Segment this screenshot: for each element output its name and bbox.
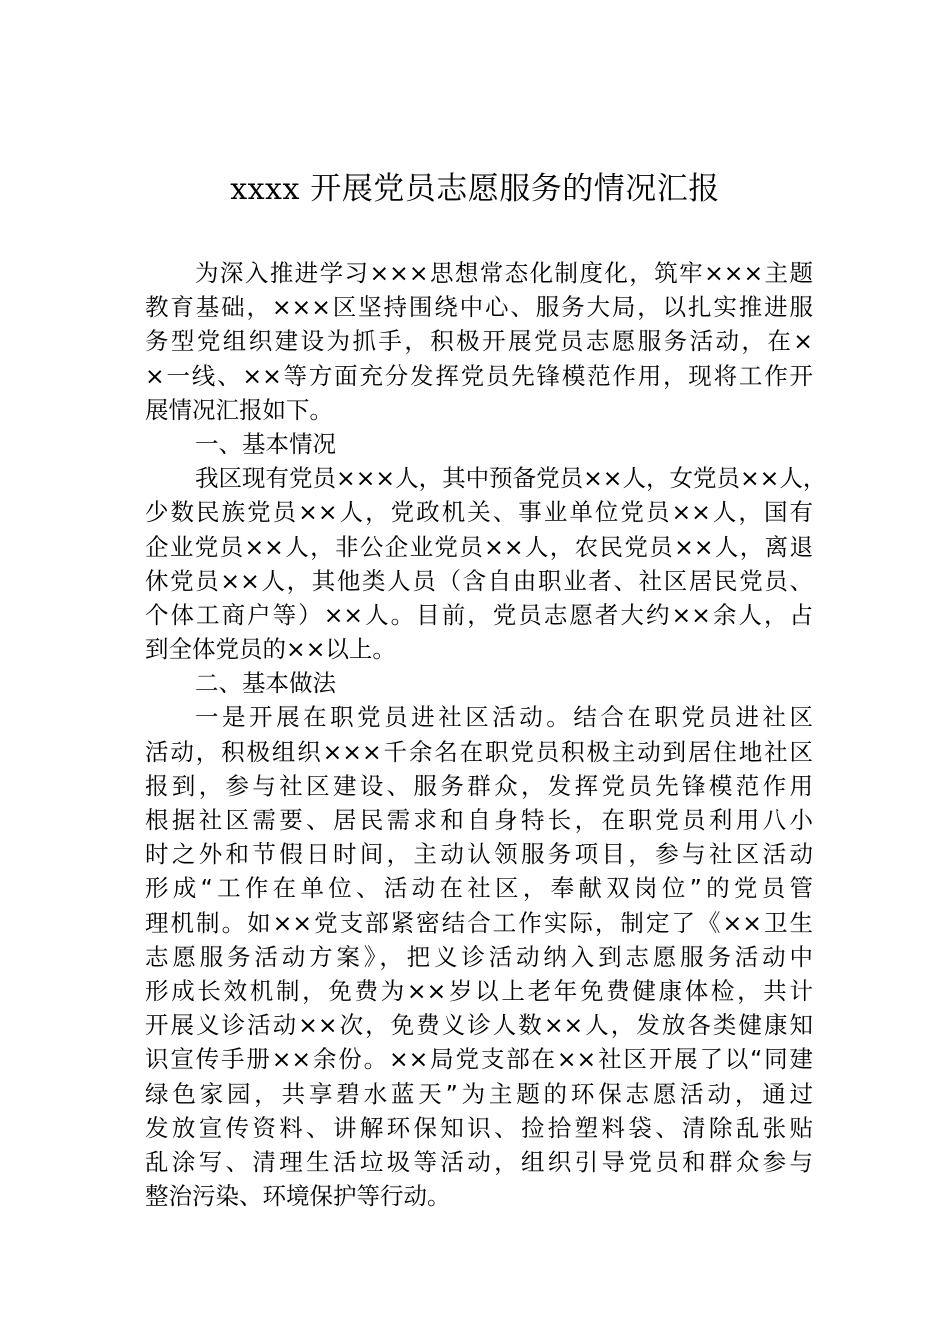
text-line: 开展义诊活动××次，免费义诊人数××人，发放各类健康知 <box>145 1011 813 1040</box>
text-line: 一是开展在职党员进社区活动。结合在职党员进社区 <box>195 703 813 732</box>
text-line: 志愿服务活动方案》，把义诊活动纳入到志愿服务活动中 <box>145 942 813 971</box>
text-line: 务型党组织建设为抓手，积极开展党员志愿服务活动，在× <box>145 327 813 356</box>
text-line: 形成“工作在单位、活动在社区，奉献双岗位”的党员管 <box>145 874 813 903</box>
text-line: 时之外和节假日时间，主动认领服务项目，参与社区活动 <box>145 840 813 869</box>
text-line: 我区现有党员×××人，其中预备党员××人，女党员××人， <box>195 464 827 493</box>
text-line: 休党员××人，其他类人员（含自由职业者、社区居民党员、 <box>145 566 813 595</box>
text-line: 整治污染、环境保护等行动。 <box>145 1182 451 1211</box>
text-line: 理机制。如××党支部紧密结合工作实际，制定了《××卫生 <box>145 908 813 937</box>
text-line: 二、基本做法 <box>195 669 336 698</box>
document-title <box>0 166 950 213</box>
text-line: 为深入推进学习×××思想常态化制度化，筑牢×××主题 <box>195 259 813 287</box>
text-line: 绿色家园，共享碧水蓝天”为主题的环保志愿活动，通过 <box>145 1079 813 1108</box>
text-line: 企业党员××人，非公企业党员××人，农民党员××人，离退 <box>145 532 813 561</box>
text-line: 个体工商户等）××人。目前，党员志愿者大约××余人，占 <box>145 600 813 629</box>
document-title-text: 开展党员志愿服务的情况汇报 <box>310 171 720 207</box>
document-body <box>145 256 827 1213</box>
document-title-prefix: xxxx <box>230 172 300 207</box>
text-line: 乱涂写、清理生活垃圾等活动，组织引导党员和群众参与 <box>145 1147 813 1176</box>
text-line: 教育基础，×××区坚持围绕中心、服务大局，以扎实推进服 <box>145 293 813 322</box>
text-line: 一、基本情况 <box>195 429 336 458</box>
text-line: 发放宣传资料、讲解环保知识、捡拾塑料袋、清除乱张贴 <box>145 1113 813 1142</box>
text-line: 少数民族党员××人，党政机关、事业单位党员××人，国有 <box>145 498 813 527</box>
text-line: 识宣传手册××余份。××局党支部在××社区开展了以“同建 <box>145 1045 813 1074</box>
text-line: 根据社区需要、居民需求和自身特长，在职党员利用八小 <box>145 806 813 834</box>
text-line: 形成长效机制，免费为××岁以上老年免费健康体检，共计 <box>145 976 813 1005</box>
text-line: 活动，积极组织×××千余名在职党员积极主动到居住地社区 <box>145 737 813 766</box>
text-line: 报到，参与社区建设、服务群众，发挥党员先锋模范作用 <box>145 771 813 800</box>
text-line: ×一线、××等方面充分发挥党员先锋模范作用，现将工作开 <box>145 361 813 390</box>
text-line: 展情况汇报如下。 <box>145 395 333 424</box>
text-line: 到全体党员的××以上。 <box>145 635 396 664</box>
